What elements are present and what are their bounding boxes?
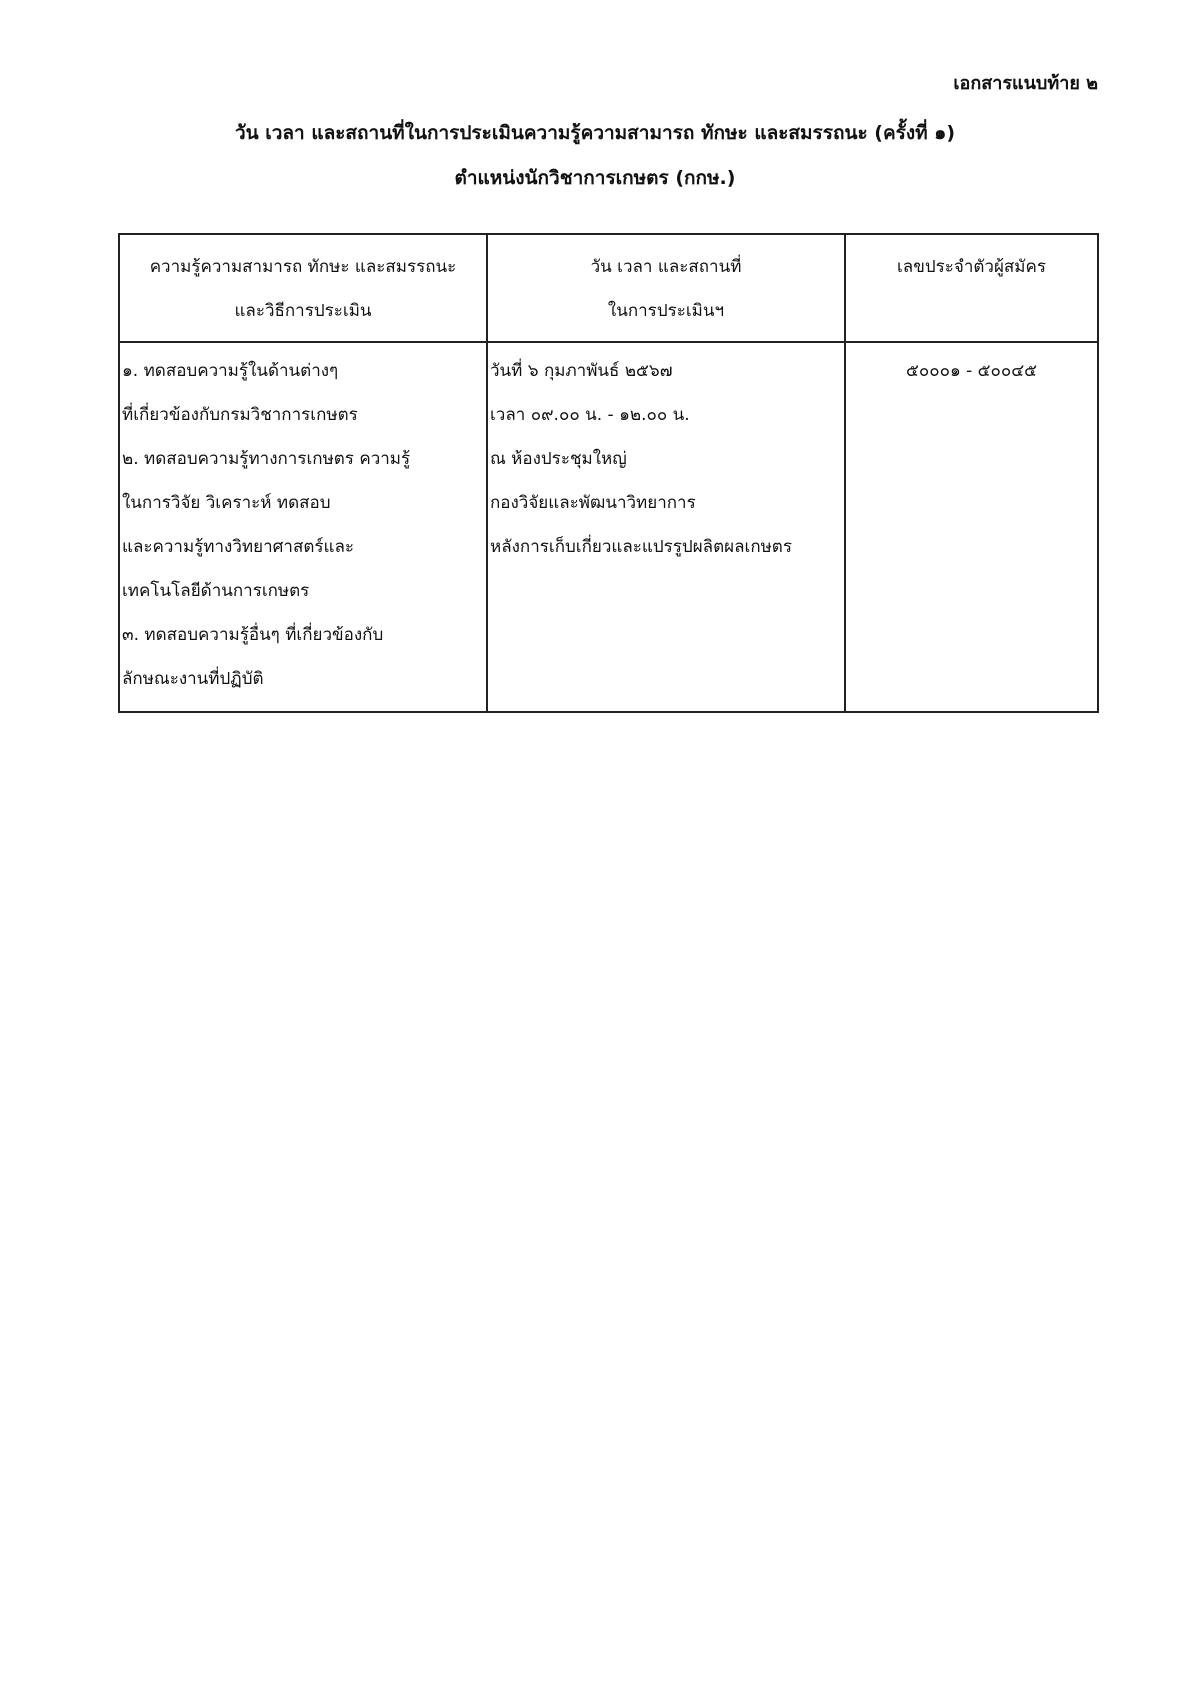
applicant-id-range: ๕๐๐๐๑ - ๕๐๐๔๕ <box>905 361 1038 381</box>
assessment-schedule-table <box>118 233 1099 713</box>
applicant-id-cell <box>845 342 1098 712</box>
schedule-place: ณ ห้องประชุมใหญ่ <box>490 449 627 469</box>
attachment-label: เอกสารแนบท้าย ๒ <box>953 73 1098 94</box>
header-assessment-method <box>119 234 487 342</box>
header-text <box>852 289 1091 333</box>
table-header-row <box>119 234 1098 342</box>
list-item: ลักษณะงานที่ปฏิบัติ <box>122 669 264 689</box>
schedule-cell <box>487 342 845 712</box>
schedule-place-division-cont: หลังการเก็บเกี่ยวและแปรรูปผลิตผลเกษตร <box>490 537 792 557</box>
list-item: ๑. ทดสอบความรู้ในด้านต่างๆ <box>122 361 339 381</box>
schedule-time: เวลา ๐๙.๐๐ น. - ๑๒.๐๐ น. <box>490 405 690 425</box>
header-applicant-id <box>845 234 1098 342</box>
header-date-time-place <box>487 234 845 342</box>
header-text: ความรู้ความสามารถ ทักษะ และสมรรถนะ <box>149 257 457 277</box>
list-item: เทคโนโลยีด้านการเกษตร <box>122 581 310 601</box>
document-subtitle: ตำแหน่งนักวิชาการเกษตร (กกษ.) <box>454 167 736 189</box>
assessment-list <box>122 349 484 701</box>
list-item: ที่เกี่ยวข้องกับกรมวิชาการเกษตร <box>122 405 358 425</box>
list-item: และความรู้ทางวิทยาศาสตร์และ <box>122 537 355 557</box>
header-text: ในการประเมินฯ <box>607 301 725 321</box>
list-item: ๓. ทดสอบความรู้อื่นๆ ที่เกี่ยวข้องกับ <box>122 625 384 645</box>
schedule-list <box>490 349 842 569</box>
table-row <box>119 342 1098 712</box>
header-text: วัน เวลา และสถานที่ <box>590 257 742 277</box>
applicant-id-list <box>848 349 1095 393</box>
assessment-cell <box>119 342 487 712</box>
schedule-place-division: กองวิจัยและพัฒนาวิทยาการ <box>490 493 696 513</box>
document-title: วัน เวลา และสถานที่ในการประเมินความรู้ความสามารถ ทักษะ และสมรรถนะ (ครั้งที่ ๑) <box>234 122 956 144</box>
header-text: และวิธีการประเมิน <box>234 301 372 321</box>
schedule-date: วันที่ ๖ กุมภาพันธ์ ๒๕๖๗ <box>490 361 673 381</box>
list-item: ในการวิจัย วิเคราะห์ ทดสอบ <box>122 493 331 513</box>
header-text: เลขประจำตัวผู้สมัคร <box>896 257 1047 277</box>
list-item: ๒. ทดสอบความรู้ทางการเกษตร ความรู้ <box>122 449 411 469</box>
